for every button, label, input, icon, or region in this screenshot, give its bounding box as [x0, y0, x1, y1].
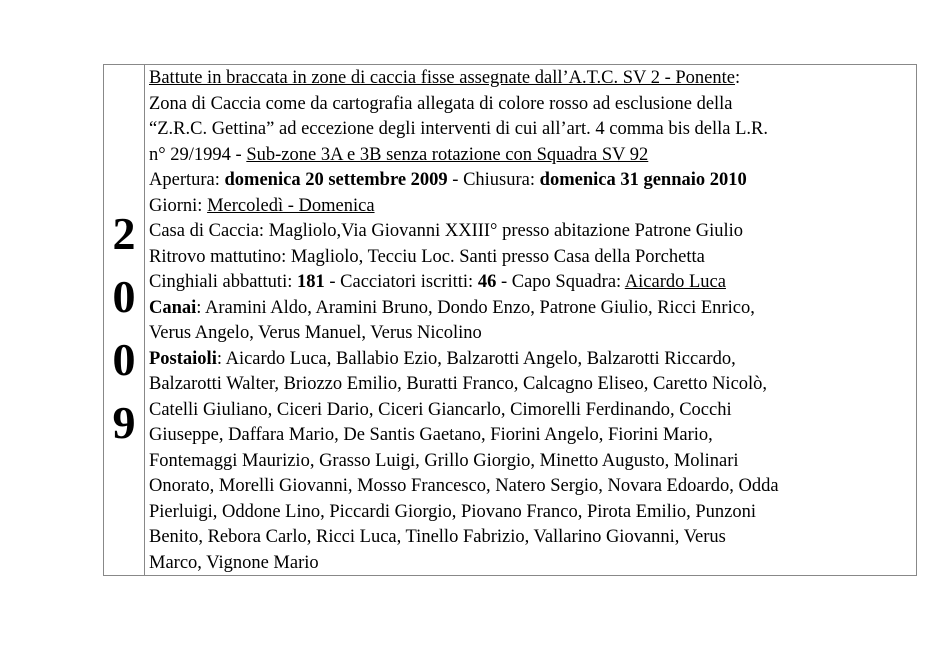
- zone-description-line: Zona di Caccia come da cartografia allegata di colore rosso ad esclusione della: [149, 93, 733, 114]
- stand-hunters-label: Postaioli: [149, 348, 217, 369]
- days-line: [149, 194, 914, 220]
- title-colon: :: [734, 68, 741, 88]
- dog-handlers-line: [149, 296, 914, 322]
- dog-handlers-line: Verus Angelo, Verus Manuel, Verus Nicolino: [149, 323, 482, 343]
- zone-description-line: “Z.R.C. Gettina” ad eccezione degli interventi di cui all’art. 4 comma bis della L.R.: [149, 119, 769, 139]
- stand-hunters-line: Balzarotti Walter, Briozzo Emilio, Buratti Franco, Calcagno Eliseo, Caretto Nicolò,: [149, 374, 768, 394]
- law-ref: n° 29/1994 -: [149, 144, 247, 165]
- hunters-count: 46: [477, 272, 497, 292]
- year-digit: 0: [112, 334, 136, 385]
- stand-hunters-line: Benito, Rebora Carlo, Ricci Luca, Tinello Fabrizio, Vallarino Giovanni, Verus: [149, 527, 726, 547]
- law-line: [149, 143, 914, 169]
- stand-hunters-line: Giuseppe, Daffara Mario, De Santis Gaetano, Fiorini Angelo, Fiorini Mario,: [149, 425, 713, 445]
- year-digit: 2: [112, 208, 136, 259]
- hunting-house-line: Casa di Caccia: Magliolo,Via Giovanni XXIII° presso abitazione Patrone Giulio: [149, 221, 744, 241]
- stand-hunters-line: Onorato, Morelli Giovanni, Mosso Francesco, Natero Sergio, Novara Edoardo, Odda: [149, 476, 779, 496]
- season-table: [103, 64, 917, 576]
- days-label: Giorni:: [149, 195, 208, 216]
- meeting-point-line: Ritrovo mattutino: Magliolo, Tecciu Loc. Santi presso Casa della Porchetta: [149, 246, 705, 267]
- hunters-label: - Cacciatori iscritti:: [324, 272, 478, 292]
- stand-hunters-line: Marco, Vignone Mario: [149, 552, 319, 573]
- stand-hunters-line: [149, 347, 914, 373]
- boars-label: Cinghiali abbattuti:: [149, 272, 297, 292]
- dog-handlers-label: Canai: [149, 297, 197, 318]
- opening-date: domenica 20 settembre 2009: [224, 170, 448, 190]
- stand-hunters-line: Fontemaggi Maurizio, Grasso Luigi, Grillo Giorgio, Minetto Augusto, Molinari: [149, 450, 739, 471]
- title-line: [149, 66, 914, 92]
- stand-hunters-line: Catelli Giuliano, Ciceri Dario, Ciceri Giancarlo, Cimorelli Ferdinando, Cocchi: [149, 399, 732, 420]
- stand-hunters-list: : Aicardo Luca, Ballabio Ezio, Balzarotti Angelo, Balzarotti Riccardo,: [216, 348, 736, 369]
- dates-line: [149, 168, 914, 194]
- closing-label: - Chiusura:: [447, 170, 540, 190]
- section-title: Battute in braccata in zone di caccia fisse assegnate dall’A.T.C. SV 2 - Ponente: [149, 68, 735, 88]
- season-details: [145, 65, 916, 575]
- year-column: [104, 65, 145, 575]
- year-digit: 9: [112, 397, 136, 448]
- captain-name: Aicardo Luca: [624, 272, 726, 292]
- stand-hunters-line: Pierluigi, Oddone Lino, Piccardi Giorgio, Piovano Franco, Pirota Emilio, Punzoni: [149, 501, 757, 522]
- captain-label: - Capo Squadra:: [496, 272, 625, 292]
- opening-label: Apertura:: [149, 170, 225, 190]
- year-digit: 0: [112, 271, 136, 322]
- boars-count: 181: [296, 272, 325, 292]
- stats-line: [149, 270, 914, 296]
- closing-date: domenica 31 gennaio 2010: [539, 170, 747, 190]
- days-value: Mercoledì - Domenica: [207, 195, 375, 216]
- dog-handlers-list: : Aramini Aldo, Aramini Bruno, Dondo Enzo, Patrone Giulio, Ricci Enrico,: [196, 297, 755, 318]
- subzone-text: Sub-zone 3A e 3B senza rotazione con Squadra SV 92: [246, 144, 649, 165]
